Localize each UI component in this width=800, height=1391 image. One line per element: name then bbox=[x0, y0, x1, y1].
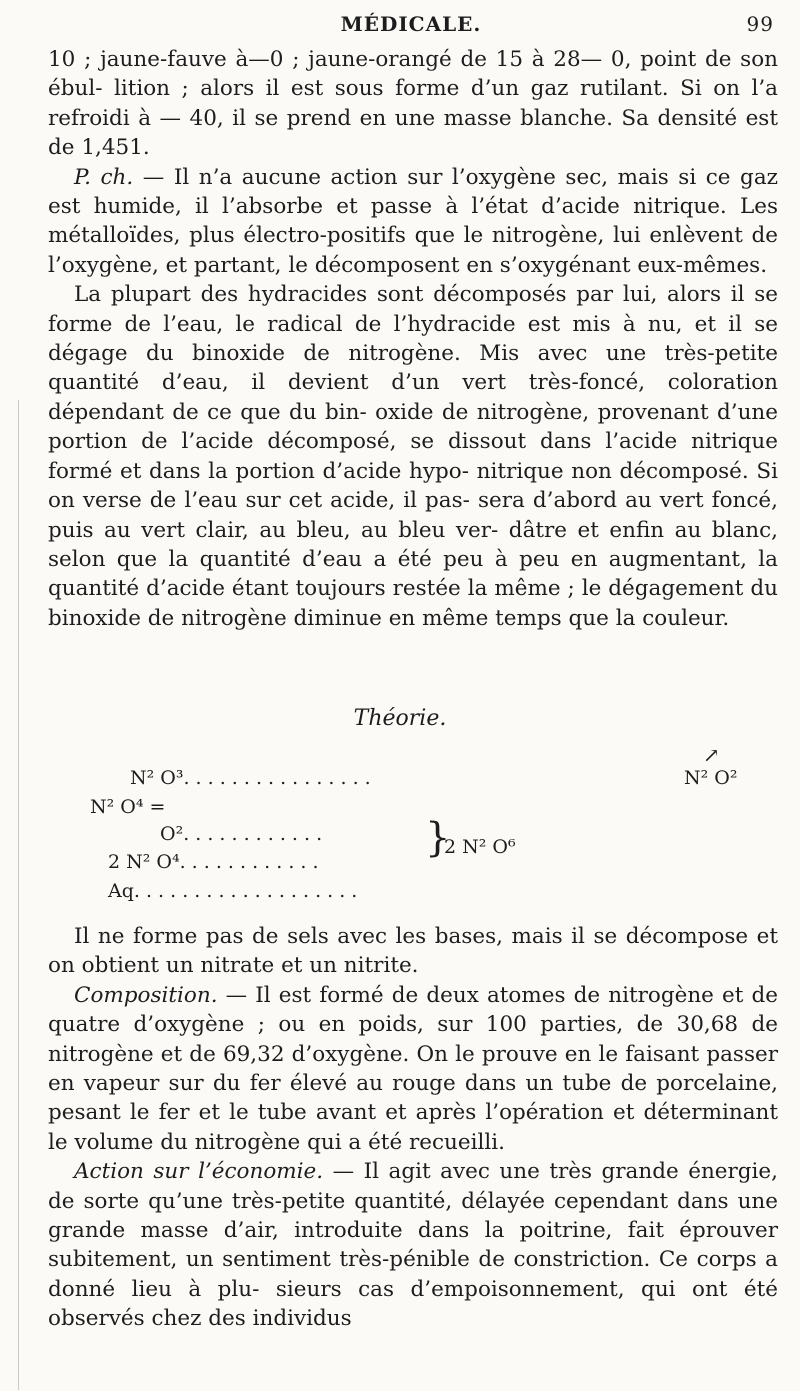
formula-line-2: O². . . . . . . . . . . . bbox=[160, 823, 323, 845]
margin-rule bbox=[18, 400, 19, 1390]
pch-lead: P. ch. bbox=[74, 164, 134, 190]
formula-lhs: N² O⁴ = bbox=[90, 796, 166, 818]
paragraph-sels: Il ne forme pas de sels avec les bases, mais il se décompose et on obtient un nitrate et un nitrite. bbox=[48, 924, 778, 979]
formula-result: 2 N² O⁶ bbox=[444, 836, 516, 858]
formula-line-3: 2 N² O⁴. . . . . . . . . . . . bbox=[108, 851, 319, 873]
paragraph-action bbox=[48, 1157, 778, 1333]
composition-text: — Il est formé de deux atomes de nitrogène et de quatre d’oxygène ; ou en poids, sur 100 parties, de 30,68 de nitrogène et de 69,32 d’oxygène. On le prouve en le faisant passer en vapeur sur du fer élevé au rouge dans un tube de porcelaine, pesant le fer et le tube avant et après l’opération et déterminant le volume du nitrogène qui a été recueilli. bbox=[48, 982, 778, 1155]
paragraph-pch bbox=[48, 163, 778, 281]
formula-line-1: N² O³. . . . . . . . . . . . . . . . bbox=[130, 767, 371, 789]
body-top bbox=[48, 45, 778, 633]
brace-icon: } bbox=[425, 815, 451, 861]
theorie-title: Théorie. bbox=[353, 706, 447, 731]
paragraph-hydracides: La plupart des hydracides sont décomposés par lui, alors il se forme de l’eau, le radical de l’hydracide est mis à nu, et il se dégage du binoxide de nitrogène. Mis avec une très-petite quantité d’eau, il devient d’un vert très-foncé, coloration dépendant de ce que du bin- oxide de nitrogène, provenant d’une portion de l’acide décomposé, se dissout dans l’acide nitrique formé et dans la portion d’acide hypo- nitrique non décomposé. Si on verse de l’eau sur cet acide, il pas- sera d’abord au vert foncé, puis au vert clair, au bleu, au bleu ver- dâtre et enfin au blanc, selon que la quantité d’eau a été peu à peu en augmentant, la quantité d’acide étant toujours restée la même ; le dégagement du binoxide de nitrogène diminue en même temps que la couleur. bbox=[48, 282, 778, 631]
paragraph-density: 10 ; jaune-fauve à—0 ; jaune-orangé de 15 à 28— 0, point de son ébul- lition ; alors il est sous forme d’un gaz rutilant. Si on l’a refroidi à — 40, il se prend en une masse blanche. Sa densité est de 1,451. bbox=[48, 47, 778, 161]
action-lead: Action sur l’économie. bbox=[74, 1159, 324, 1185]
composition-lead: Composition. bbox=[74, 982, 218, 1008]
arrow-icon: ↗ bbox=[703, 743, 720, 767]
action-text: — Il agit avec une très grande énergie, de sorte qu’une très-petite quantité, délayée cependant dans une grande masse d’air, introduite dans la poitrine, fait éprouver subitement, un sentiment très-pénible de constriction. Ce corps a donné lieu à plu- sieurs cas d’empoisonnement, qui ont été observés chez des individus bbox=[48, 1159, 778, 1332]
page-header bbox=[48, 12, 774, 42]
paragraph-composition bbox=[48, 981, 778, 1157]
formula-line-4: Aq. . . . . . . . . . . . . . . . . . . bbox=[108, 880, 358, 902]
running-title: MÉDICALE. bbox=[340, 12, 482, 36]
body-bottom bbox=[48, 922, 778, 1334]
pch-text: — Il n’a aucune action sur l’oxygène sec, mais si ce gaz est humide, il l’absorbe et passe à l’état d’acide nitrique. Les métalloïdes, plus électro-positifs que le nitrogène, lui enlèvent de l’oxygène, et partant, le décomposent en s’oxygénant eux-mêmes. bbox=[48, 164, 778, 278]
formula-line-1-result: N² O² bbox=[684, 767, 738, 789]
page-number: 99 bbox=[746, 12, 774, 36]
